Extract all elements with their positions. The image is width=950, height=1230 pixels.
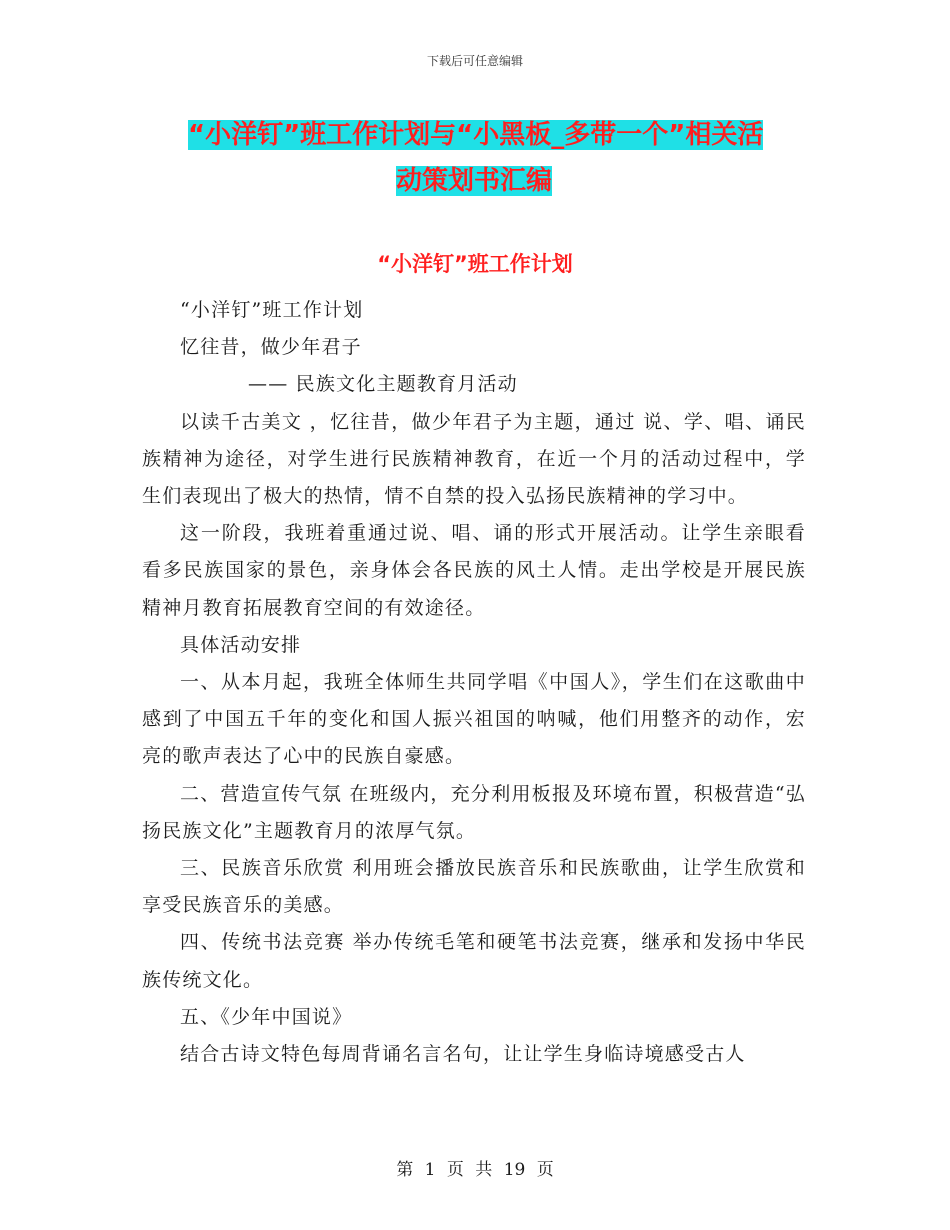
header-note: 下载后可任意编辑	[426, 54, 523, 68]
paragraph-item-3: 三、民族音乐欣赏 利用班会播放民族音乐和民族歌曲，让学生欣赏和享受民族音乐的美感。	[142, 857, 806, 917]
paragraph-stage: 这一阶段，我班着重通过说、唱、诵的形式开展活动。让学生亲眼看看多民族国家的景色，亲身体会各民族的风土人情。走出学校是开展民族精神月教育拓展教育空间的有效途径。	[142, 522, 806, 619]
paragraph-plan-name: “小洋钉”班工作计划	[180, 299, 364, 321]
document-title-line-1: “小洋钉”班工作计划与“小黑板_多带一个”相关活	[188, 120, 764, 150]
paragraph-item-1: 一、从本月起，我班全体师生共同学唱《中国人》，学生们在这歌曲中感到了中国五千年的变化和国人振兴祖国的呐喊，他们用整齐的动作，宏亮的歌声表达了心中的民族自豪感。	[142, 671, 806, 768]
paragraph-item-5: 五、《少年中国说》	[180, 1005, 353, 1028]
page-footer: 第 1 页 共 19 页	[396, 1160, 554, 1180]
section-title: “小洋钉”班工作计划	[377, 252, 573, 276]
paragraph-item-2: 二、营造宣传气氛 在班级内，充分利用板报及环境布置，积极营造“弘扬民族文化”主题教育月的浓厚气氛。	[142, 782, 806, 842]
paragraph-theme: 忆往昔，做少年君子	[180, 336, 362, 359]
paragraph-arrangement-heading: 具体活动安排	[180, 633, 302, 656]
paragraph-subtitle: —— 民族文化主题教育月活动	[248, 373, 518, 396]
paragraph-item-5-detail: 结合古诗文特色每周背诵名言名句，让让学生身临诗境感受古人	[180, 1043, 746, 1066]
document-title-line-2: 动策划书汇编	[395, 166, 552, 196]
body-text	[142, 292, 806, 1073]
document-title	[188, 112, 810, 204]
paragraph-intro: 以读千古美文 ，忆往昔，做少年君子为主题，通过 说、学、唱、诵民族精神为途径，对学生进行民族精神教育，在近一个月的活动过程中，学生们表现出了极大的热情，情不自禁的投入弘扬民族精神的学习中。	[142, 410, 806, 508]
paragraph-item-4: 四、传统书法竞赛 举办传统毛笔和硬笔书法竞赛，继承和发扬中华民族传统文化。	[142, 931, 806, 991]
